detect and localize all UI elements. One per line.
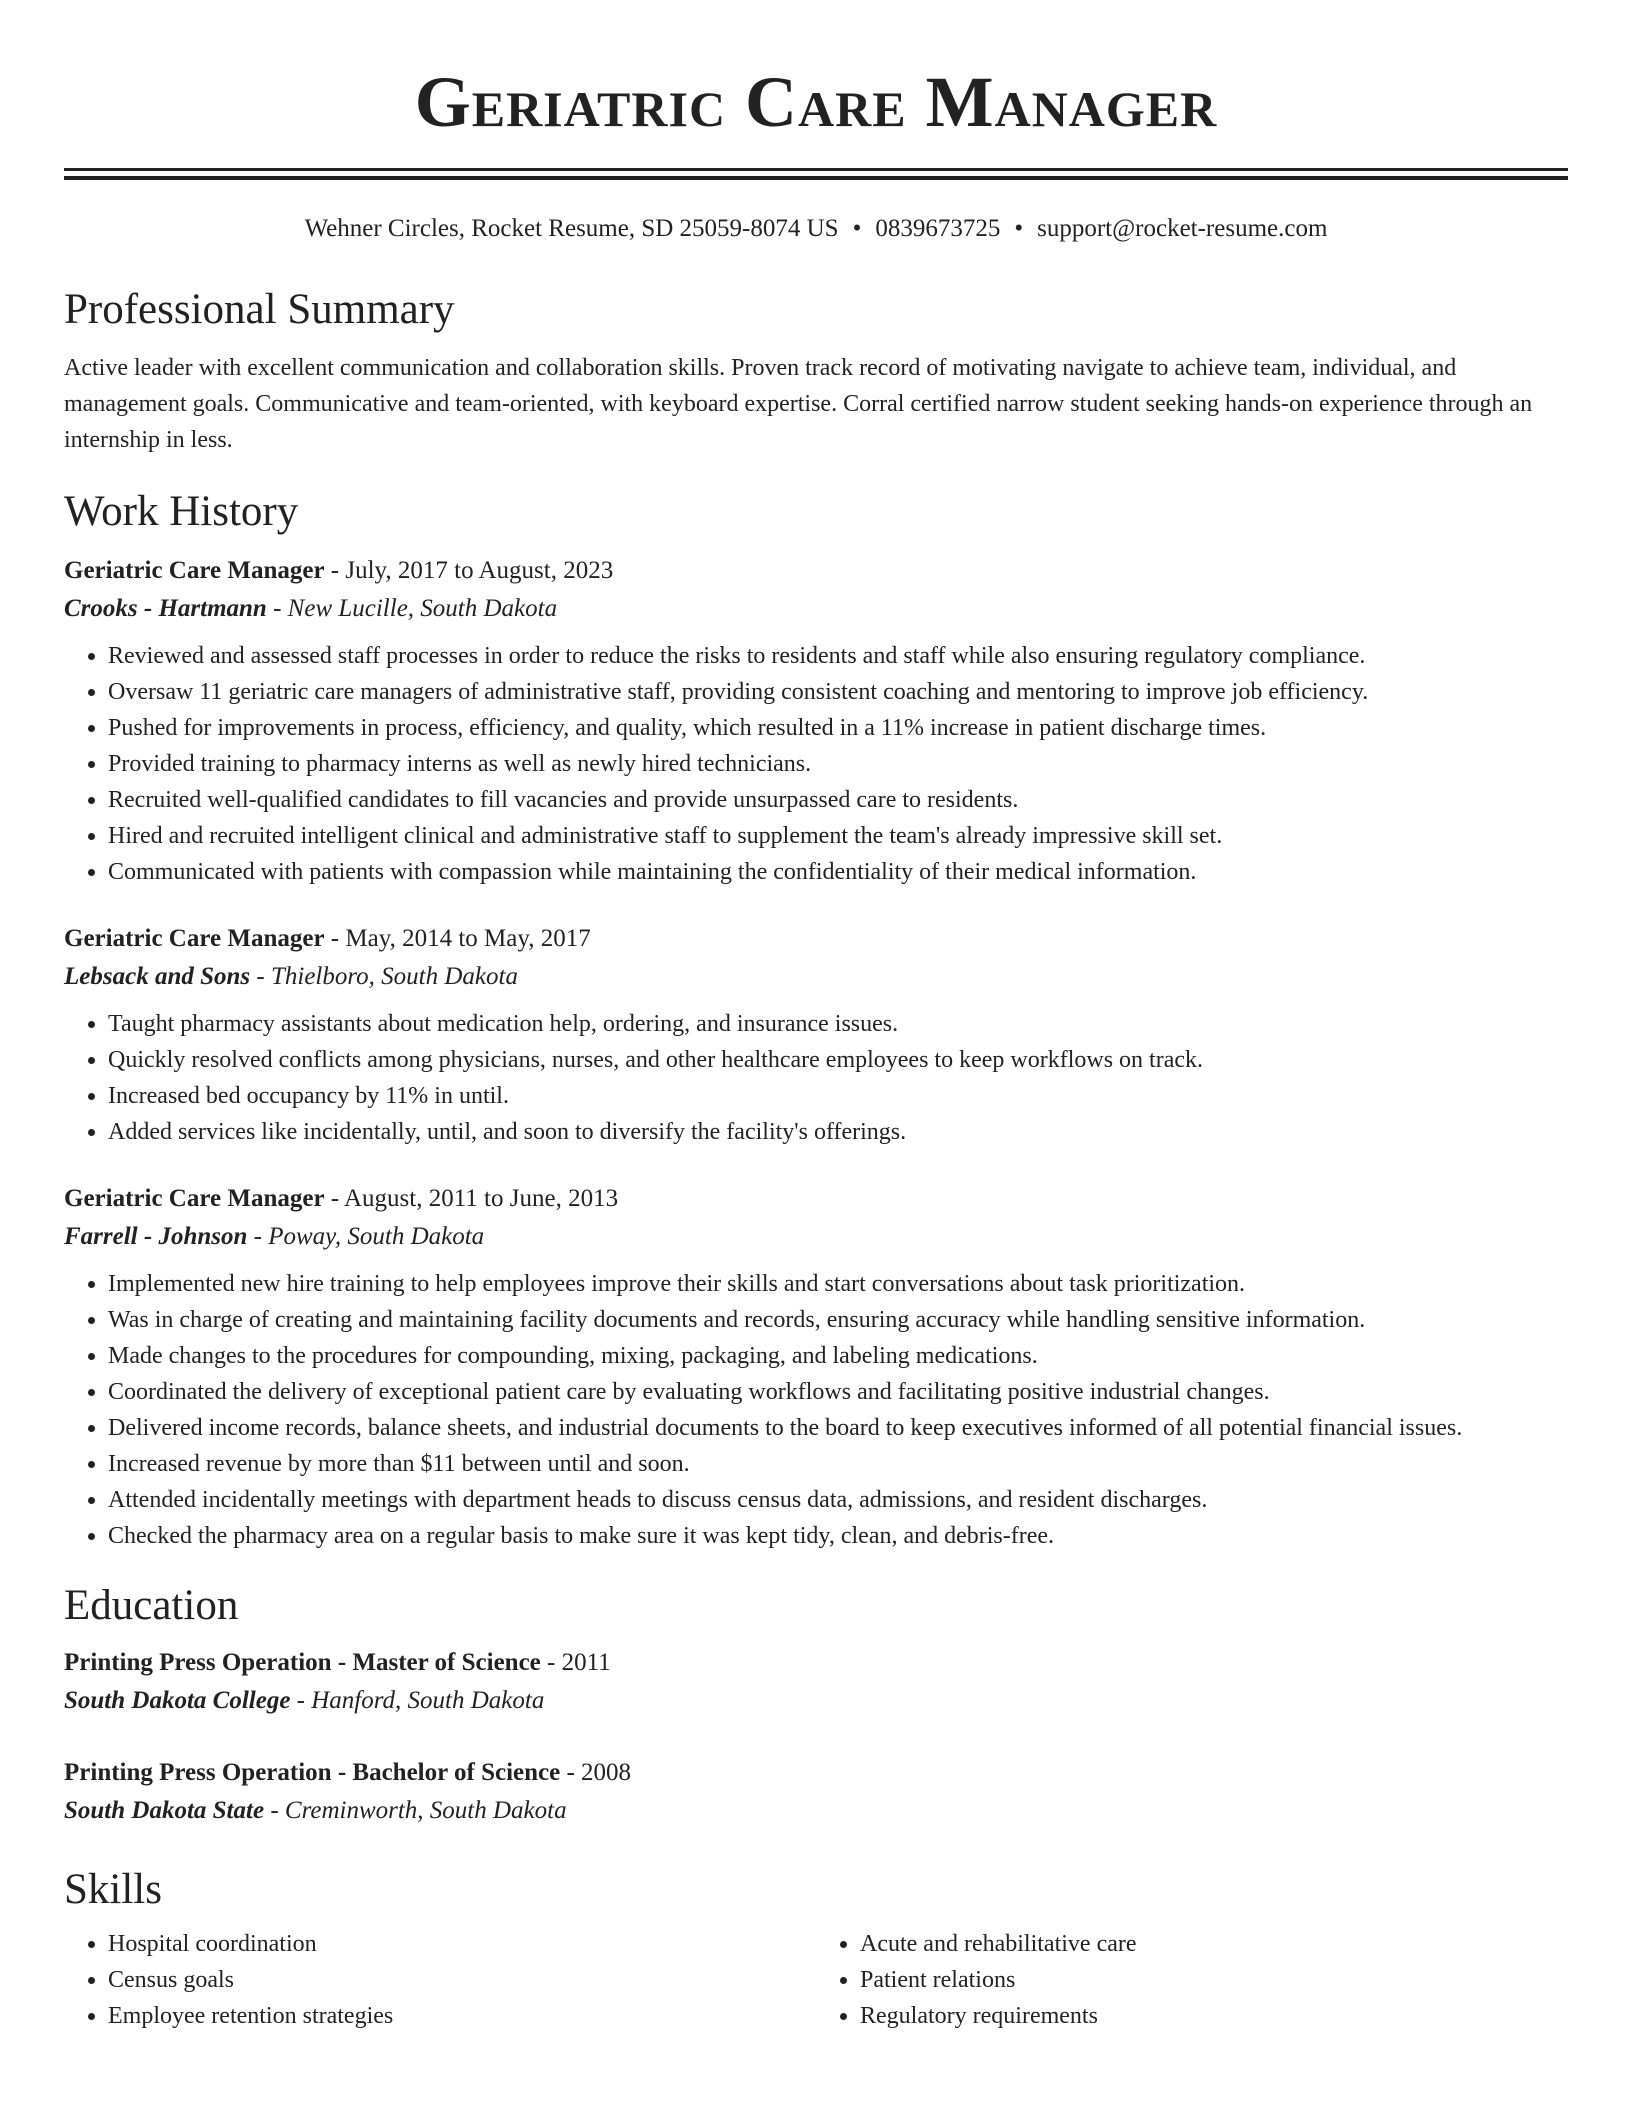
section-title-skills: Skills bbox=[64, 1866, 162, 1913]
job-bullet: • Reviewed and assessed staff processes in order to reduce the risks to residents and staff while also ensuring regulatory compliance. bbox=[108, 638, 1568, 674]
job-entry bbox=[64, 920, 1568, 1150]
employer-name: Crooks - Hartmann bbox=[64, 595, 267, 622]
job-bullet: • Hired and recruited intelligent clinical and administrative staff to supplement the team's already impressive skill set. bbox=[108, 818, 1568, 854]
job-position: Geriatric Care Manager bbox=[64, 925, 325, 952]
skill-item: • Regulatory requirements bbox=[860, 1998, 1568, 2034]
skills-grid bbox=[64, 1926, 1568, 2034]
job-bullet: • Communicated with patients with compassion while maintaining the confidentiality of their medical information. bbox=[108, 854, 1568, 890]
degree-line bbox=[64, 1754, 1568, 1792]
skill-item: • Employee retention strategies bbox=[108, 1998, 816, 2034]
job-bullet: • Increased bed occupancy by 11% in until. bbox=[108, 1078, 1568, 1114]
job-entry bbox=[64, 1180, 1568, 1554]
school-name: South Dakota College bbox=[64, 1687, 291, 1714]
employer-location: - Thielboro, South Dakota bbox=[250, 963, 518, 990]
degree-name: Printing Press Operation - Bachelor of Science bbox=[64, 1759, 561, 1786]
job-bullet-list bbox=[64, 1006, 1568, 1150]
job-position: Geriatric Care Manager bbox=[64, 557, 325, 584]
job-position: Geriatric Care Manager bbox=[64, 1185, 325, 1212]
skills-list-right bbox=[816, 1926, 1568, 2034]
contact-separator: • bbox=[852, 215, 862, 242]
school-line bbox=[64, 1682, 1568, 1720]
employer-name: Lebsack and Sons bbox=[64, 963, 251, 990]
job-dates: - July, 2017 to August, 2023 bbox=[324, 557, 614, 584]
job-bullet: • Delivered income records, balance sheets, and industrial documents to the board to keep executives informed of all potential financial issues. bbox=[108, 1410, 1568, 1446]
skills-list-left bbox=[64, 1926, 816, 2034]
job-title-line bbox=[64, 1180, 1568, 1218]
job-bullet: • Provided training to pharmacy interns as well as newly hired technicians. bbox=[108, 746, 1568, 782]
job-bullet: • Attended incidentally meetings with department heads to discuss census data, admissions, and resident discharges. bbox=[108, 1482, 1568, 1518]
school-location: - Creminworth, South Dakota bbox=[264, 1797, 567, 1824]
contact-phone: 0839673725 bbox=[875, 215, 1001, 242]
degree-name: Printing Press Operation - Master of Science bbox=[64, 1649, 541, 1676]
degree-year: - 2011 bbox=[540, 1649, 611, 1676]
contact-line bbox=[64, 214, 1568, 244]
job-bullet: • Checked the pharmacy area on a regular basis to make sure it was kept tidy, clean, and debris-free. bbox=[108, 1518, 1568, 1554]
contact-separator: • bbox=[1014, 215, 1024, 242]
education-entry bbox=[64, 1644, 1568, 1720]
job-bullet-list bbox=[64, 638, 1568, 890]
resume-name: Geriatric Care Manager bbox=[414, 62, 1218, 142]
job-dates: - May, 2014 to May, 2017 bbox=[324, 925, 591, 952]
employer-location: - New Lucille, South Dakota bbox=[266, 595, 558, 622]
skill-item: • Census goals bbox=[108, 1962, 816, 1998]
job-bullet: • Quickly resolved conflicts among physicians, nurses, and other healthcare employees to keep workflows on track. bbox=[108, 1042, 1568, 1078]
job-entry bbox=[64, 552, 1568, 890]
section-title-work-history: Work History bbox=[64, 488, 299, 535]
header-double-rule bbox=[64, 168, 1568, 180]
job-bullet: • Taught pharmacy assistants about medication help, ordering, and insurance issues. bbox=[108, 1006, 1568, 1042]
section-title-professional-summary: Professional Summary bbox=[64, 286, 455, 333]
contact-email: support@rocket-resume.com bbox=[1037, 215, 1328, 242]
employer-line bbox=[64, 1218, 1568, 1256]
job-bullet: • Coordinated the delivery of exceptional patient care by evaluating workflows and facilitating positive industrial changes. bbox=[108, 1374, 1568, 1410]
job-bullet-list bbox=[64, 1266, 1568, 1554]
section-title-education: Education bbox=[64, 1582, 239, 1629]
job-bullet: • Recruited well-qualified candidates to fill vacancies and provide unsurpassed care to residents. bbox=[108, 782, 1568, 818]
job-bullet: • Was in charge of creating and maintaining facility documents and records, ensuring accuracy while handling sensitive information. bbox=[108, 1302, 1568, 1338]
school-location: - Hanford, South Dakota bbox=[290, 1687, 545, 1714]
school-line bbox=[64, 1792, 1568, 1830]
job-dates: - August, 2011 to June, 2013 bbox=[324, 1185, 619, 1212]
job-title-line bbox=[64, 920, 1568, 958]
job-bullet: • Added services like incidentally, until, and soon to diversify the facility's offerings. bbox=[108, 1114, 1568, 1150]
job-bullet: • Made changes to the procedures for compounding, mixing, packaging, and labeling medications. bbox=[108, 1338, 1568, 1374]
school-name: South Dakota State bbox=[64, 1797, 265, 1824]
degree-line bbox=[64, 1644, 1568, 1682]
job-bullet: • Oversaw 11 geriatric care managers of administrative staff, providing consistent coaching and mentoring to improve job efficiency. bbox=[108, 674, 1568, 710]
employer-line bbox=[64, 590, 1568, 628]
skill-item: • Hospital coordination bbox=[108, 1926, 816, 1962]
job-bullet: • Implemented new hire training to help employees improve their skills and start conversations about task prioritization. bbox=[108, 1266, 1568, 1302]
skill-item: • Acute and rehabilitative care bbox=[860, 1926, 1568, 1962]
skill-item: • Patient relations bbox=[860, 1962, 1568, 1998]
contact-address: Wehner Circles, Rocket Resume, SD 25059-8074 US bbox=[304, 215, 839, 242]
employer-line bbox=[64, 958, 1568, 996]
job-bullet: • Pushed for improvements in process, efficiency, and quality, which resulted in a 11% increase in patient discharge times. bbox=[108, 710, 1568, 746]
employer-name: Farrell - Johnson bbox=[64, 1223, 248, 1250]
education-entry bbox=[64, 1754, 1568, 1830]
degree-year: - 2008 bbox=[560, 1759, 632, 1786]
employer-location: - Poway, South Dakota bbox=[247, 1223, 485, 1250]
job-title-line bbox=[64, 552, 1568, 590]
job-bullet: • Increased revenue by more than $11 between until and soon. bbox=[108, 1446, 1568, 1482]
summary-text: Active leader with excellent communication and collaboration skills. Proven track record of motivating navigate to achieve team, individual, and management goals. Communicative and team-oriented, with keyboard expertise. Corral certified narrow student seeking hands-on experience through an internship in less. bbox=[64, 355, 1533, 453]
